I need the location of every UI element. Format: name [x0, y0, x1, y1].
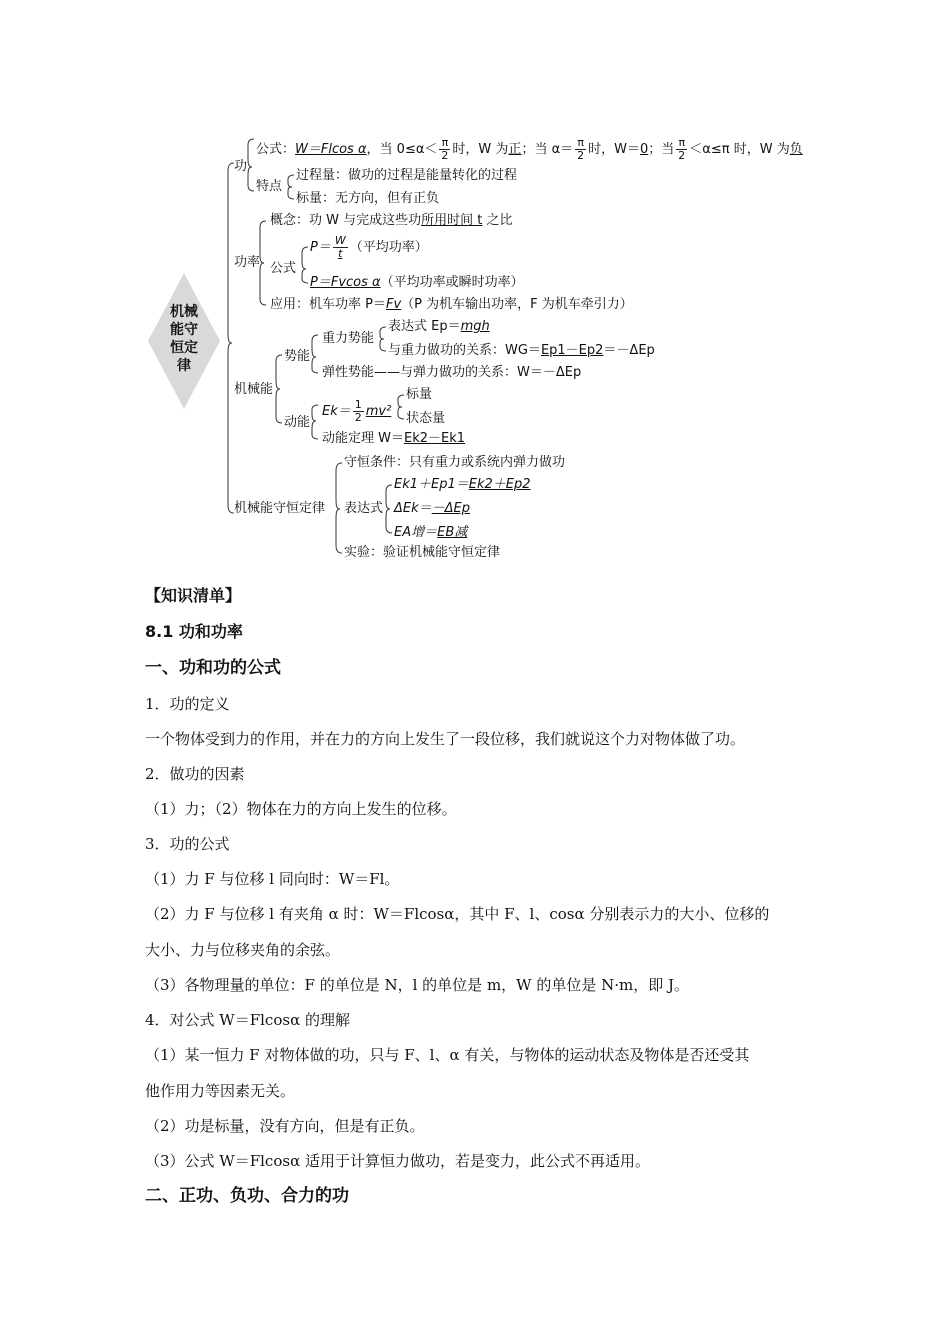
- conservation-condition: 守恒条件：只有重力或系统内弹力做功: [344, 455, 566, 470]
- conservation-label: 机械能守恒定律: [234, 501, 326, 516]
- cons-brace: [336, 463, 342, 509]
- fraction: $\frac{\pi}{2}$: [441, 136, 449, 162]
- fraction: $\frac{\pi}{2}$: [577, 136, 585, 162]
- fraction: $\frac{1}{2}$: [354, 398, 362, 424]
- gong-label: 功: [234, 159, 248, 174]
- power-concept: 概念：功 W 与完成这些功所用时间 t 之比: [270, 213, 513, 228]
- power-brace: [260, 221, 266, 263]
- heading-1: 一、功和功的公式: [145, 658, 281, 678]
- gong-feature-1: 过程量：做功的过程是能量转化的过程: [296, 168, 518, 183]
- paragraph-title: 1．功的定义: [145, 695, 230, 713]
- kinetic-theorem: 动能定理 W＝Ek2－Ek1: [322, 431, 466, 446]
- gong-formula-expr: W＝Flcos α: [295, 142, 367, 157]
- power-formula-1: P＝ $\frac{W}{t}$ （平均功率）: [310, 234, 428, 260]
- kinetic-formula: Ek＝ $\frac{1}{2}$ mv²: [322, 398, 392, 424]
- potential-label: 势能: [284, 349, 311, 364]
- gong-formula-row: 公式：W＝Flcos α，当 0≤α＜ $\frac{\pi}{2}$ 时，W 为正；当 α＝ $\frac{\pi}{2}$ 时，W＝0；当 $\frac{\pi}{2}$ ＜α≤π 时，W 为负: [256, 136, 803, 162]
- conservation-expr-2: ΔEk＝－ΔEp: [394, 501, 470, 516]
- gravity-work-relation: 与重力做功的关系：WG＝Ep1－Ep2＝－ΔEp: [388, 343, 655, 358]
- main-brace-top: [228, 163, 234, 343]
- fraction: $\frac{\pi}{2}$: [678, 136, 686, 162]
- paragraph-text: 一个物体受到力的作用，并在力的方向上发生了一段位移，我们就说这个力对物体做了功。: [145, 730, 746, 748]
- section-title: 8.1 功和功率: [145, 622, 243, 641]
- knowledge-mind-map: [140, 125, 820, 570]
- gong-brace: [248, 139, 254, 167]
- power-application: 应用：机车功率 P＝Fv（P 为机车输出功率，F 为机车牵引力）: [270, 297, 633, 312]
- kinetic-prop-scalar: 标量: [406, 387, 433, 402]
- kinetic-label: 动能: [284, 415, 311, 430]
- power-label: 功率: [234, 255, 261, 270]
- conservation-expr-label: 表达式: [344, 501, 384, 516]
- gong-feature-label: 特点: [256, 179, 283, 194]
- elastic-potential: 弹性势能——与弹力做功的关系：W＝－ΔEp: [322, 365, 582, 380]
- mind-map-root: 机械 能守 恒定 律: [170, 304, 198, 374]
- section-bracket: 【知识清单】: [145, 586, 242, 605]
- paragraph-title: 2．做功的因素: [145, 765, 245, 783]
- conservation-expr-3: EA增＝EB减: [394, 525, 468, 540]
- power-formula-label: 公式: [270, 261, 297, 276]
- paragraph-text: （2）力 F 与位移 l 有夹角 α 时：W＝Flcosα，其中 F、l、cosα 分别表示力的大小、位移的: [145, 905, 770, 923]
- paragraph-text: （1）某一恒力 F 对物体做的功，只与 F、l、α 有关，与物体的运动状态及物体是否还受其: [145, 1046, 750, 1064]
- mech-label: 机械能: [234, 382, 274, 397]
- gravity-expression: 表达式 Ep＝mgh: [388, 319, 490, 334]
- gravity-potential-label: 重力势能: [322, 331, 375, 346]
- paragraph-text: 大小、力与位移夹角的余弦。: [145, 941, 341, 959]
- paragraph-text: （1）力；（2）物体在力的方向上发生的位移。: [145, 800, 457, 818]
- power-formula-2: P＝Fvcos α（平均功率或瞬时功率）: [310, 275, 524, 290]
- mech-brace: [276, 355, 282, 389]
- paragraph-text: 他作用力等因素无关。: [145, 1082, 296, 1100]
- fraction: $\frac{W}{t}$: [334, 234, 346, 260]
- paragraph-text: （3）公式 W＝Flcosα 适用于计算恒力做功，若是变力，此公式不再适用。: [145, 1152, 650, 1170]
- paragraph-text: （3）各物理量的单位：F 的单位是 N，l 的单位是 m，W 的单位是 N·m，即 J。: [145, 976, 690, 994]
- conservation-experiment: 实验：验证机械能守恒定律: [344, 545, 501, 560]
- gong-feature-2: 标量：无方向，但有正负: [296, 191, 440, 206]
- heading-2: 二、正功、负功、合力的功: [145, 1186, 349, 1206]
- paragraph-text: （2）功是标量，没有方向，但是有正负。: [145, 1117, 425, 1135]
- paragraph-title: 3．功的公式: [145, 835, 230, 853]
- conservation-expr-1: Ek1＋Ep1＝Ek2＋Ep2: [394, 477, 531, 492]
- paragraph-text: （1）力 F 与位移 l 同向时：W＝Fl。: [145, 870, 400, 888]
- kinetic-prop-state: 状态量: [406, 411, 446, 426]
- paragraph-title: 4．对公式 W＝Flcosα 的理解: [145, 1011, 350, 1029]
